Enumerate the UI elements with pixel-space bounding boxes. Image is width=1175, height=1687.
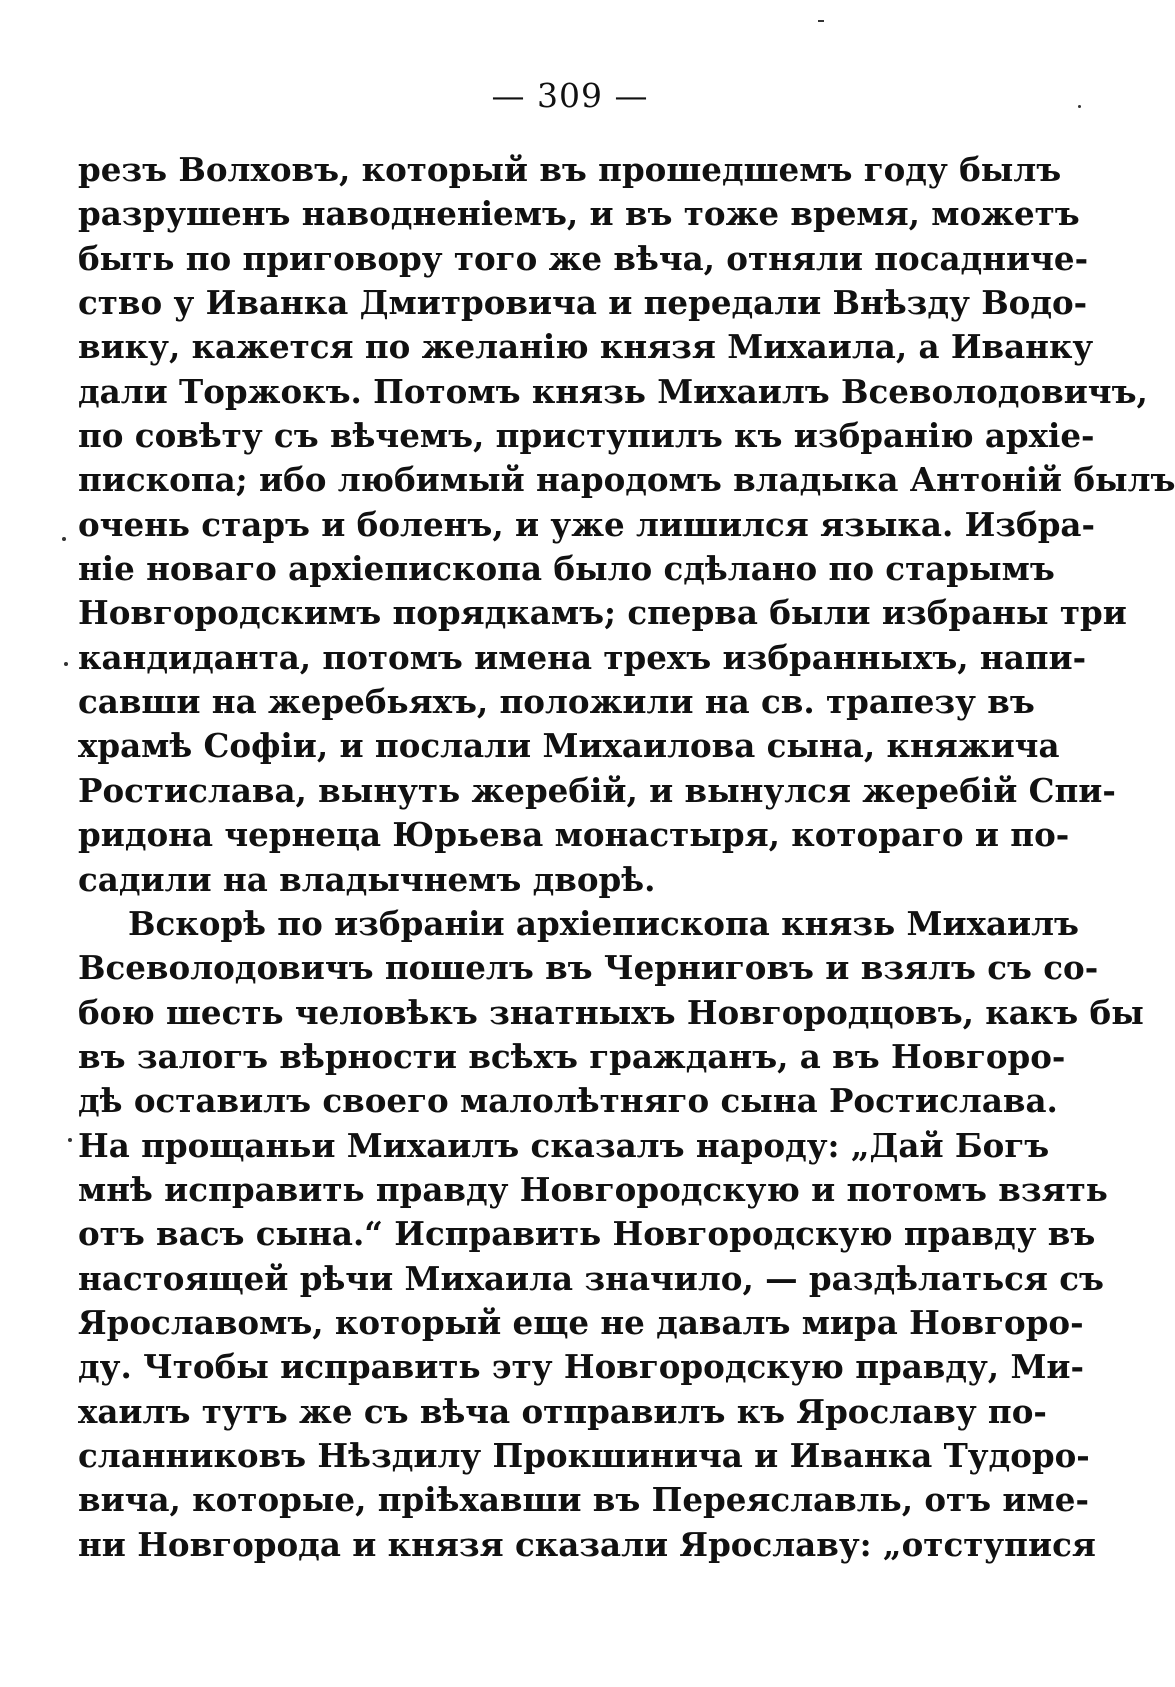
paragraph-last-line: садили на владычнемъ дворѣ. xyxy=(78,859,656,899)
text-line: по совѣту съ вѣчемъ, приступилъ къ избранію архіе- xyxy=(78,416,1095,456)
text-line: резъ Волховъ, который въ прошедшемъ году былъ xyxy=(78,150,1062,189)
body-text xyxy=(78,148,1175,1567)
scan-speck xyxy=(818,20,824,22)
text-line: савши на жеребьяхъ, положили на св. трапезу въ xyxy=(78,682,1035,722)
text-line: Ростислава, вынуть жеребій, и вынулся жеребій Спи- xyxy=(78,770,1116,810)
text-line: ридона чернеца Юрьева монастыря, котораго и по- xyxy=(78,815,1070,855)
text-line: Новгородскимъ порядкамъ; сперва были избраны три xyxy=(78,593,1127,633)
text-line: въ залогъ вѣрности всѣхъ гражданъ, а въ Новгоро- xyxy=(78,1036,1066,1076)
scan-speck xyxy=(62,537,66,541)
text-line: дали Торжокъ. Потомъ князь Михаилъ Всеволодовичъ, xyxy=(78,371,1148,411)
text-line: быть по приговору того же вѣча, отняли посадниче- xyxy=(78,238,1089,278)
text-line: очень старъ и боленъ, и уже лишился языка. Избра- xyxy=(78,504,1095,544)
text-line: ство у Иванка Дмитровича и передали Внѣзду Водо- xyxy=(78,283,1088,323)
text-line: пископа; ибо любимый народомъ владыка Антоній былъ xyxy=(78,460,1175,500)
text-line: Всеволодовичъ пошелъ въ Черниговъ и взялъ съ со- xyxy=(78,948,1099,988)
text-line: вику, кажется по желанію князя Михаила, а Иванку xyxy=(78,327,1094,367)
text-line: ду. Чтобы исправить эту Новгородскую правду, Ми- xyxy=(78,1347,1085,1387)
text-line: На прощаньи Михаилъ сказалъ народу: „Дай Богъ xyxy=(78,1125,1050,1165)
text-line: Ярославомъ, который еще не давалъ мира Новгоро- xyxy=(78,1302,1084,1342)
text-line: хаилъ тутъ же съ вѣча отправилъ къ Ярославу по- xyxy=(78,1391,1047,1431)
paragraph-first-line: Вскорѣ по избраніи архіепископа князь Михаилъ xyxy=(128,903,1079,943)
text-line: сланниковъ Нѣздилу Прокшинича и Иванка Тудоро- xyxy=(78,1435,1090,1475)
page-number: — 309 — xyxy=(491,76,649,115)
text-line: настоящей рѣчи Михаила значило, — раздѣлаться съ xyxy=(78,1258,1104,1298)
text-line: разрушенъ наводненіемъ, и въ тоже время, можетъ xyxy=(78,194,1080,234)
scan-speck xyxy=(1078,105,1081,108)
text-line: отъ васъ сына.“ Исправить Новгородскую правду въ xyxy=(78,1214,1096,1254)
text-line: храмѣ Софіи, и послали Михаилова сына, княжича xyxy=(78,726,1060,766)
scan-speck xyxy=(68,1138,72,1142)
scan-speck xyxy=(64,662,68,666)
text-line: ни Новгорода и князя сказали Ярославу: „отступися xyxy=(78,1524,1096,1564)
text-line: кандиданта, потомъ имена трехъ избранныхъ, напи- xyxy=(78,637,1087,677)
text-line: мнѣ исправить правду Новгородскую и потомъ взять xyxy=(78,1169,1108,1209)
text-line: вича, которые, пріѣхавши въ Переяславль, отъ име- xyxy=(78,1480,1089,1520)
text-line: дѣ оставилъ своего малолѣтняго сына Ростислава. xyxy=(78,1081,1058,1121)
text-line: бою шесть человѣкъ знатныхъ Новгородцовъ, какъ бы xyxy=(78,992,1144,1032)
text-line: ніе новаго архіепископа было сдѣлано по старымъ xyxy=(78,549,1055,589)
